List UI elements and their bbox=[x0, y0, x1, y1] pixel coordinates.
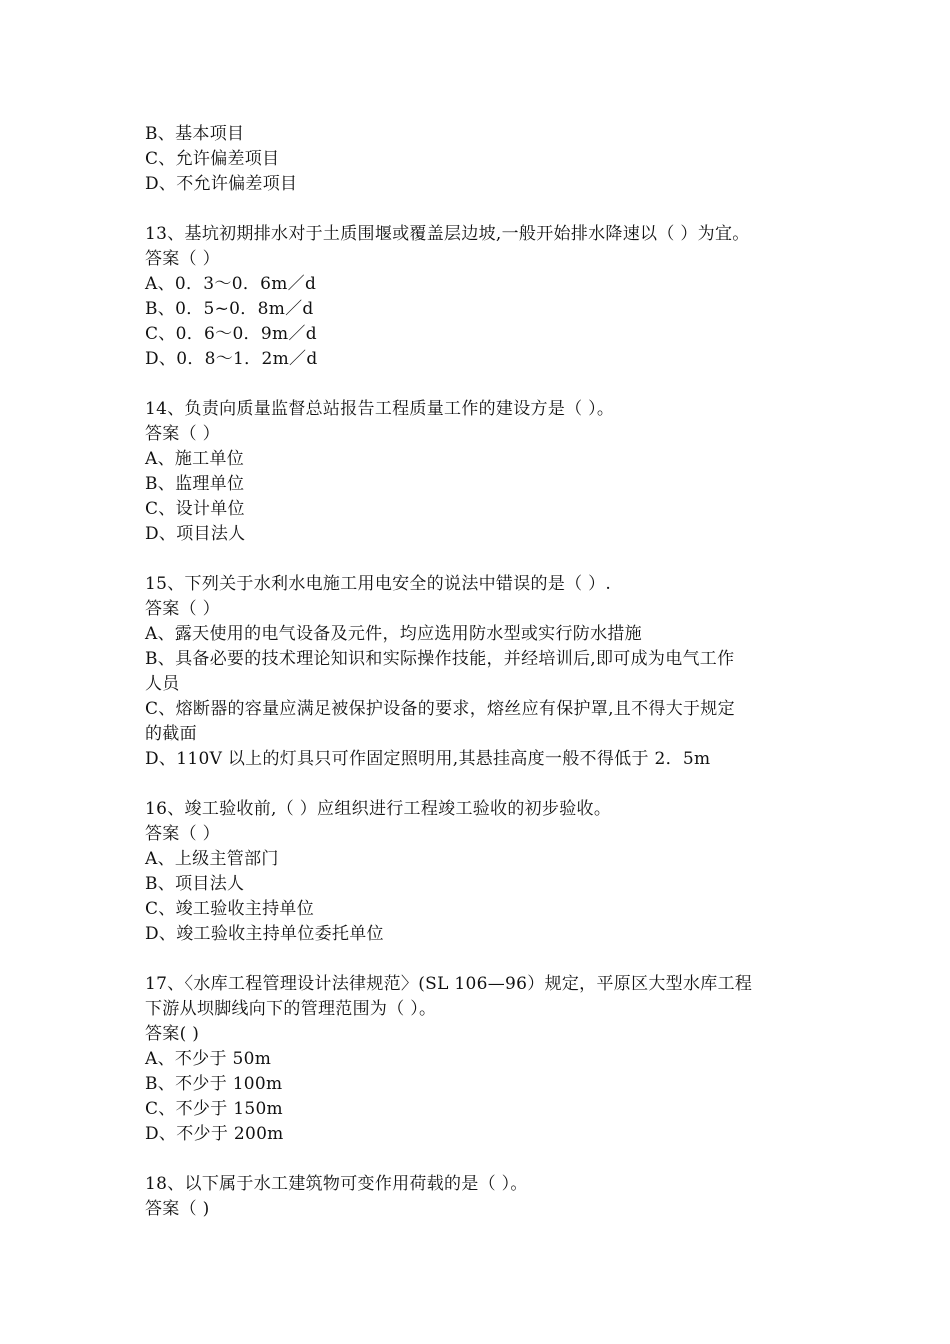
question-stem: 13、基坑初期排水对于土质围堰或覆盖层边坡,一般开始排水降速以（ ）为宜。 bbox=[145, 224, 750, 244]
option-a: A、露天使用的电气设备及元件，均应选用防水型或实行防水措施 bbox=[145, 624, 642, 644]
option-a: A、0．3～0．6m／d bbox=[145, 274, 317, 294]
answer-blank: 答案( ) bbox=[145, 1024, 200, 1044]
option-d: D、竣工验收主持单位委托单位 bbox=[145, 924, 384, 944]
option-c: C、0．6～0．9m／d bbox=[145, 324, 317, 344]
answer-blank: 答案（ ） bbox=[145, 424, 220, 444]
option-a: A、施工单位 bbox=[145, 449, 245, 469]
option-a: A、上级主管部门 bbox=[145, 849, 279, 869]
option-c: C、熔断器的容量应满足被保护设备的要求，熔丝应有保护罩,且不得大于规定 bbox=[145, 699, 735, 719]
option-d: D、项目法人 bbox=[145, 524, 246, 544]
question-14 bbox=[145, 397, 810, 547]
option-b: B、基本项目 bbox=[145, 124, 245, 144]
question-18 bbox=[145, 1172, 810, 1222]
option-b-continued: 人员 bbox=[145, 674, 180, 694]
option-c: C、不少于 150m bbox=[145, 1099, 283, 1119]
answer-blank: 答案（ ) bbox=[145, 1199, 210, 1219]
option-b: B、具备必要的技术理论知识和实际操作技能，并经培训后,即可成为电气工作 bbox=[145, 649, 735, 669]
document-page bbox=[145, 122, 810, 1222]
option-b: B、0．5~0．8m／d bbox=[145, 299, 314, 319]
question-stem-continued: 下游从坝脚线向下的管理范围为（ ）。 bbox=[145, 999, 437, 1019]
question-13 bbox=[145, 222, 810, 372]
option-d: D、不少于 200m bbox=[145, 1124, 284, 1144]
option-b: B、监理单位 bbox=[145, 474, 245, 494]
question-stem: 17、〈水库工程管理设计法律规范〉(SL 106—96）规定，平原区大型水库工程 bbox=[145, 974, 753, 994]
option-d: D、110V 以上的灯具只可作固定照明用,其悬挂高度一般不得低于 2．5m bbox=[145, 749, 711, 769]
question-16 bbox=[145, 797, 810, 947]
option-b: B、项目法人 bbox=[145, 874, 245, 894]
question-17 bbox=[145, 972, 810, 1147]
question-stem: 18、以下属于水工建筑物可变作用荷载的是（ ）。 bbox=[145, 1174, 528, 1194]
question-stem: 14、负责向质量监督总站报告工程质量工作的建设方是（ ）。 bbox=[145, 399, 615, 419]
answer-blank: 答案（ ） bbox=[145, 249, 220, 269]
option-c-continued: 的截面 bbox=[145, 724, 197, 744]
question-stem: 16、竣工验收前,（ ）应组织进行工程竣工验收的初步验收。 bbox=[145, 799, 612, 819]
answer-blank: 答案（ ） bbox=[145, 824, 220, 844]
option-d: D、不允许偏差项目 bbox=[145, 174, 298, 194]
option-d: D、0．8～1．2m／d bbox=[145, 349, 318, 369]
option-c: C、竣工验收主持单位 bbox=[145, 899, 315, 919]
option-b: B、不少于 100m bbox=[145, 1074, 283, 1094]
option-a: A、不少于 50m bbox=[145, 1049, 272, 1069]
option-c: C、设计单位 bbox=[145, 499, 245, 519]
answer-blank: 答案（ ） bbox=[145, 599, 220, 619]
question-12-tail bbox=[145, 122, 810, 197]
question-15 bbox=[145, 572, 810, 772]
question-stem: 15、下列关于水利水电施工用电安全的说法中错误的是（ ）. bbox=[145, 574, 612, 594]
option-c: C、允许偏差项目 bbox=[145, 149, 280, 169]
